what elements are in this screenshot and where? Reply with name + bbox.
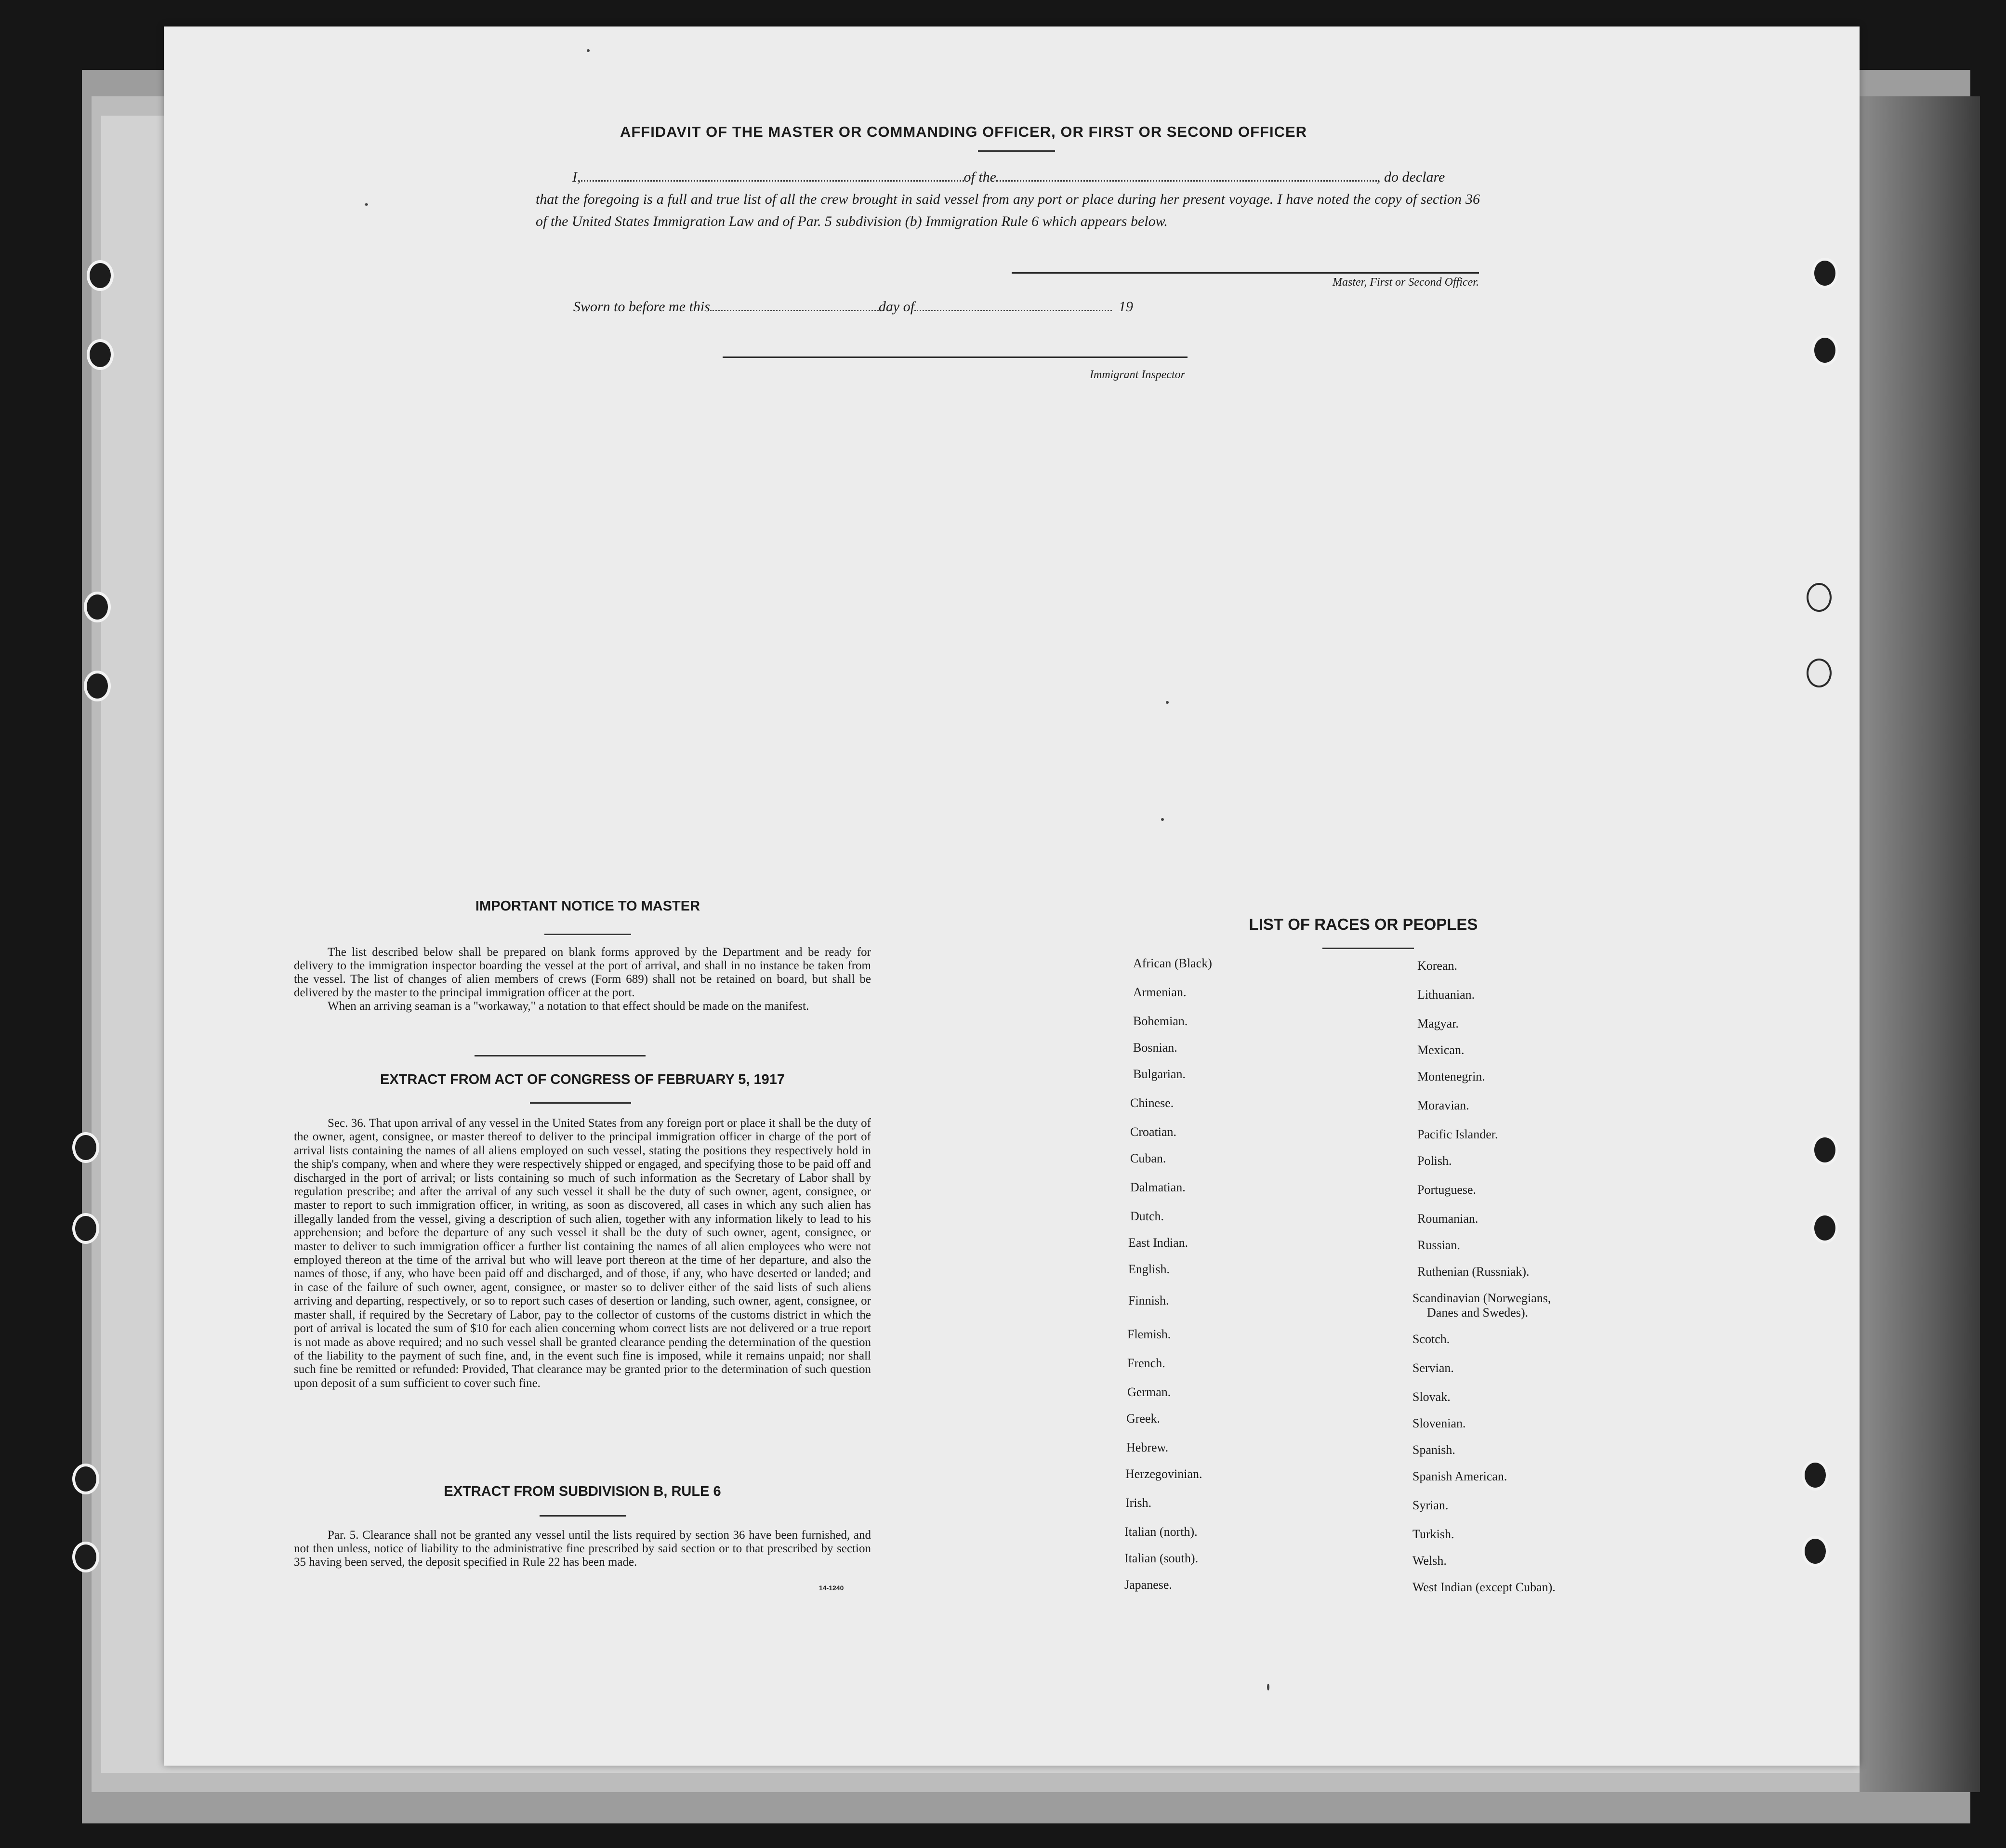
master-signature-line [1012, 272, 1479, 274]
binder-hole [72, 1213, 99, 1244]
race-item: Scotch. [1412, 1332, 1450, 1346]
ink-speck [1166, 701, 1169, 704]
race-item: Bohemian. [1133, 1014, 1188, 1028]
affidavit-title: AFFIDAVIT OF THE MASTER OR COMMANDING OFFICER, OR FIRST OR SECOND OFFICER [620, 123, 1307, 140]
ink-speck [587, 49, 590, 52]
race-item: Scandinavian (Norwegians, [1412, 1291, 1551, 1305]
race-item: Irish. [1125, 1496, 1152, 1510]
binder-hole [1807, 583, 1832, 612]
binder-hole [72, 1132, 99, 1163]
rule-6-paragraph: Par. 5. Clearance shall not be granted any vessel until the lists required by section 36 have been furnished, and not then unless, notice of liability to the administrative fine prescribed by said section or to that prescribed by section 35 having been served, the deposit specified in Rule 22 has been made. [294, 1529, 871, 1569]
race-item: Armenian. [1133, 985, 1187, 999]
race-item: Spanish American. [1412, 1469, 1507, 1483]
race-item: Danes and Swedes). [1427, 1306, 1529, 1320]
divider [1322, 948, 1414, 949]
vessel-name-field [996, 180, 1377, 182]
divider [540, 1515, 626, 1517]
affidavit-statement: that the foregoing is a full and true list of all the crew brought in said vessel from any port or place during her present voyage. I have noted the copy of section 36 of the United States Immigration Law and of Par. 5 subdivision (b) Immigration Rule 6 which appears below. [536, 191, 1480, 229]
race-item: Herzegovinian. [1125, 1467, 1202, 1481]
race-item: Magyar. [1417, 1016, 1459, 1030]
race-item: Polish. [1417, 1154, 1452, 1168]
extract-act-text [294, 1117, 871, 1390]
race-item: Flemish. [1127, 1327, 1171, 1341]
race-item: Pacific Islander. [1417, 1127, 1498, 1141]
sworn-day-of-label: day of [878, 299, 915, 315]
race-item: Spanish. [1412, 1443, 1455, 1457]
affidavit-declaration-line [536, 166, 1480, 188]
race-item: Finnish. [1128, 1294, 1169, 1307]
notice-text [294, 946, 871, 1013]
race-item: Korean. [1417, 959, 1458, 973]
page-edge-shadow [1860, 96, 1980, 1792]
race-item: Japanese. [1124, 1578, 1172, 1592]
affidavit-text [536, 166, 1480, 233]
race-item: Cuban. [1130, 1151, 1166, 1165]
race-item: Ruthenian (Russniak). [1417, 1265, 1530, 1279]
inspector-label: Immigrant Inspector [1090, 369, 1185, 381]
binder-hole [72, 1464, 99, 1494]
affidavit-of-the-label: of the [963, 169, 996, 185]
binder-hole [1811, 258, 1838, 289]
ink-speck [1161, 818, 1164, 821]
races-title: LIST OF RACES OR PEOPLES [1249, 915, 1478, 933]
race-item: Syrian. [1412, 1498, 1449, 1512]
race-item: Slovak. [1412, 1390, 1451, 1404]
binder-hole [84, 671, 111, 701]
divider [978, 150, 1055, 152]
race-item: Croatian. [1130, 1125, 1177, 1139]
extract-act-title: EXTRACT FROM ACT OF CONGRESS OF FEBRUARY 5, 1917 [380, 1072, 785, 1087]
race-item: Montenegrin. [1417, 1069, 1485, 1083]
notice-paragraph: The list described below shall be prepared on blank forms approved by the Department and be ready for delivery to the immigration inspector boarding the vessel at the port of arrival, and shall in no instance be taken from the vessel. The list of changes of alien members of crews (Form 689) shall not be retained on board, but shall be delivered by the master to the principal immigration officer at the port. [294, 946, 871, 999]
binder-hole [87, 339, 114, 370]
binder-hole [1811, 1213, 1838, 1243]
race-item: Lithuanian. [1417, 988, 1475, 1002]
section-36-paragraph: Sec. 36. That upon arrival of any vessel in the United States from any foreign port or place it shall be the duty of the owner, agent, consignee, or master thereof to deliver to the principal immigration officer in charge of the port of arrival lists containing the names of all aliens employed on such vessel, stating the positions they respectively hold in the ship's company, when and where they were respectively shipped or engaged, and specifying those to be paid off and discharged in the port of arrival; or lists containing so much of such information as the Secretary of Labor shall by regulation prescribe; and after the arrival of any such vessel it shall be the duty of such owner, agent, consignee, or master to report to such immigration officer, in writing, as soon as discovered, all cases in which any such alien has illegally landed from the vessel, giving a description of such alien, together with any information likely to lead to his apprehension; and before the departure of any such vessel it shall be the duty of such owner, agent, consignee, or master to deliver to such immigration officer a further list containing the names of all alien employees who were not employed thereon at the time of the arrival but who will leave port thereon at the time of her departure, and also the names of those, if any, who have been paid off and discharged, and of those, if any, who have deserted or landed; and in case of the failure of such owner, agent, consignee, or master so to deliver either of the said lists of such aliens arriving and departing, respectively, or so to report such cases of desertion or landing, such owner, agent, consignee, or master shall, if required by the Secretary of Labor, pay to the collector of customs of the customs district in which the port of arrival is located the sum of $10 for each alien concerning whom correct lists are not delivered or a true report is not made as above required; and no such vessel shall be granted clearance pending the determination of the question of the liability to the payment of such fine, and, in the event such fine is imposed, while it remains unpaid; nor shall such fine be remitted or refunded: Provided, That clearance may be granted prior to the determination of such question upon deposit of a sum sufficient to cover such fine. [294, 1117, 871, 1390]
divider [475, 1055, 646, 1056]
race-item: Mexican. [1417, 1043, 1465, 1057]
officer-name-field [581, 180, 964, 182]
race-item: Chinese. [1130, 1096, 1174, 1110]
notice-title: IMPORTANT NOTICE TO MASTER [475, 898, 700, 914]
affidavit-declare-label: , do declare [1377, 169, 1445, 185]
race-item: Greek. [1126, 1412, 1161, 1426]
ink-speck [1267, 1684, 1269, 1690]
sworn-prefix: Sworn to before me this [573, 299, 710, 315]
race-item: Moravian. [1417, 1098, 1469, 1112]
inspector-signature-line [723, 356, 1188, 358]
binder-hole [72, 1542, 99, 1572]
race-item: Russian. [1417, 1238, 1460, 1252]
race-item: Dutch. [1130, 1209, 1164, 1223]
race-item: Turkish. [1412, 1527, 1454, 1541]
binder-hole [84, 592, 111, 622]
race-item: Italian (north). [1124, 1525, 1198, 1539]
race-item: Welsh. [1412, 1554, 1447, 1568]
binder-hole [1802, 1536, 1829, 1567]
sworn-month-field [914, 310, 1112, 311]
binder-hole [1802, 1460, 1829, 1491]
binder-hole [1811, 1135, 1838, 1165]
race-item: West Indian (except Cuban). [1412, 1580, 1556, 1594]
race-item: Bosnian. [1133, 1041, 1177, 1055]
extract-rule-title: EXTRACT FROM SUBDIVISION B, RULE 6 [444, 1484, 721, 1499]
sworn-day-field [710, 310, 879, 311]
sworn-year-label: 19 [1119, 299, 1134, 315]
binder-hole [1807, 659, 1832, 687]
race-item: East Indian. [1128, 1236, 1188, 1250]
manifest-page [164, 26, 1860, 1766]
extract-rule-text [294, 1529, 871, 1569]
master-signature-label: Master, First or Second Officer. [1333, 276, 1479, 289]
divider [544, 934, 631, 935]
race-item: Bulgarian. [1133, 1067, 1186, 1081]
notice-paragraph: When an arriving seaman is a "workaway," a notation to that effect should be made on the manifest. [328, 1000, 809, 1013]
race-item: African (Black) [1133, 956, 1212, 970]
race-item: Servian. [1412, 1361, 1454, 1375]
race-item: Roumanian. [1417, 1212, 1478, 1226]
sworn-line [573, 299, 1133, 315]
binder-hole [87, 260, 114, 291]
race-item: French. [1127, 1356, 1165, 1370]
race-item: Dalmatian. [1130, 1180, 1186, 1194]
ink-speck [365, 203, 368, 206]
race-item: Portuguese. [1417, 1183, 1477, 1197]
race-item: German. [1127, 1385, 1171, 1399]
race-item: Italian (south). [1124, 1551, 1199, 1565]
affidavit-i-label: I, [572, 169, 581, 185]
race-item: Hebrew. [1126, 1440, 1169, 1454]
form-number: 14-1240 [819, 1584, 844, 1592]
race-item: Slovenian. [1412, 1416, 1466, 1430]
divider [530, 1102, 631, 1104]
race-item: English. [1128, 1262, 1170, 1276]
binder-hole [1811, 335, 1838, 366]
